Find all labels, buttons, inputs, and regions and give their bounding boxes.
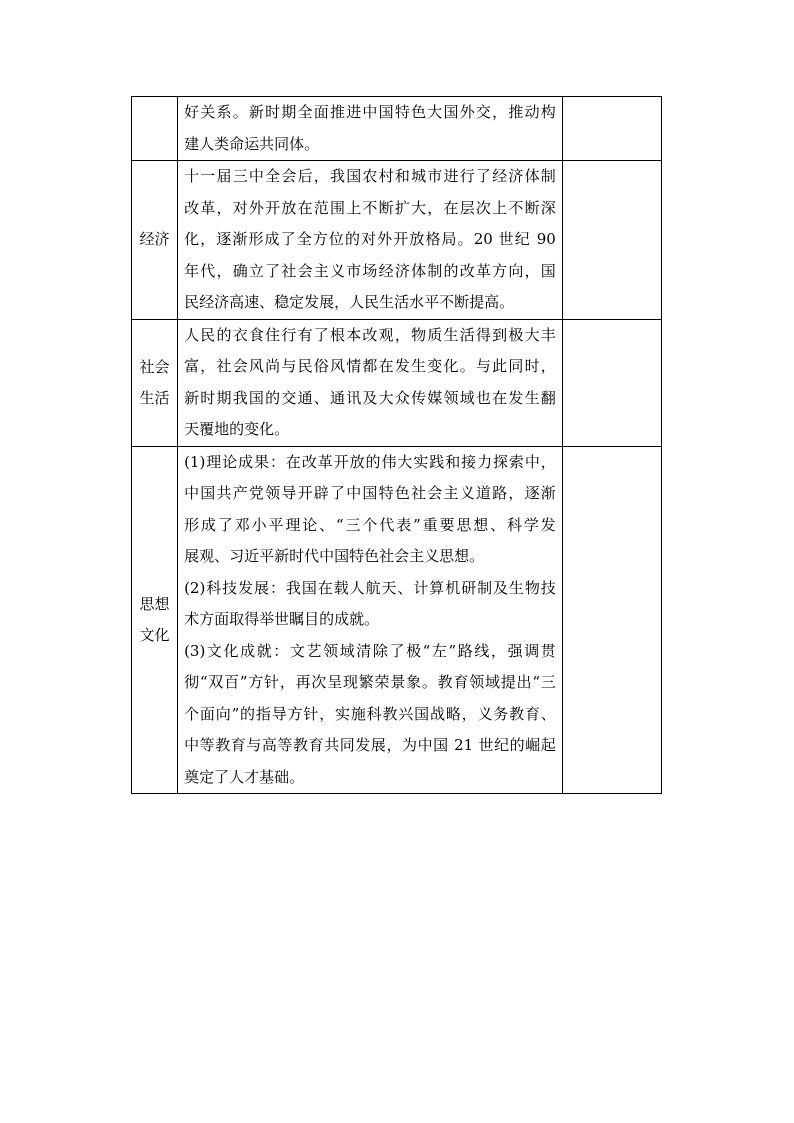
text-line: 年代，确立了社会主义市场经济体制的改革方向，国: [184, 261, 556, 280]
text-line: 术方面取得举世瞩目的成就。: [184, 610, 380, 628]
text-line: 人民的衣食住行有了根本改观，物质生活得到极大丰: [184, 325, 556, 344]
text-line: 化，逐渐形成了全方位的对外开放格局。20 世纪 90: [184, 230, 556, 248]
category-label: 社会 生活: [139, 357, 170, 407]
table-row: [132, 161, 662, 320]
text-line: 改革，对外开放在范围上不断扩大，在层次上不断深: [184, 198, 556, 217]
text-line: 个面向”的指导方针，实施科教兴国战略，义务教育、: [184, 704, 556, 723]
text-line: 奠定了人才基础。: [184, 767, 305, 786]
content-cell: [178, 319, 563, 446]
table-row: [132, 446, 662, 794]
text-line: 形成了邓小平理论、“三个代表”重要思想、科学发: [184, 515, 556, 534]
category-cell: [132, 97, 178, 161]
table-row: [132, 319, 662, 446]
category-label: 经济: [139, 230, 170, 249]
text-line: 新时期我国的交通、通讯及大众传媒领域也在发生翻: [184, 388, 556, 407]
text-line: 十一届三中全会后，我国农村和城市进行了经济体制: [184, 167, 556, 185]
empty-cell: [562, 319, 661, 446]
empty-cell: [562, 446, 661, 794]
category-label: 思想 文化: [139, 594, 170, 644]
text-line: 天覆地的变化。: [184, 420, 290, 438]
text-line: 富，社会风尚与民俗风情都在发生变化。与此同时，: [184, 357, 556, 375]
category-cell: [132, 446, 178, 794]
text-line: (1)理论成果：在改革开放的伟大实践和接力探索中，: [184, 452, 556, 471]
text-line: (3)文化成就：文艺领域清除了极“左”路线，强调贯: [184, 641, 556, 660]
content-table: [131, 96, 662, 794]
table-row: [132, 97, 662, 161]
text-line: 建人类命运共同体。: [184, 134, 320, 153]
empty-cell: [562, 97, 661, 161]
text-line: 展观、习近平新时代中国特色社会主义思想。: [184, 547, 485, 565]
category-cell: [132, 161, 178, 320]
text-line: 中国共产党领导开辟了中国特色社会主义道路，逐渐: [184, 484, 556, 502]
text-line: 彻“双百”方针，再次呈现繁荣景象。教育领域提出“三: [184, 673, 556, 691]
category-cell: [132, 319, 178, 446]
content-cell: [178, 97, 563, 161]
text-line: (2)科技发展：我国在载人航天、计算机研制及生物技: [184, 578, 556, 597]
content-cell: [178, 161, 563, 320]
text-line: 民经济高速、稳定发展，人民生活水平不断提高。: [184, 293, 515, 311]
empty-cell: [562, 161, 661, 320]
text-line: 中等教育与高等教育共同发展，为中国 21 世纪的崛起: [184, 736, 556, 754]
content-cell: [178, 446, 563, 794]
text-line: 好关系。新时期全面推进中国特色大国外交，推动构: [184, 103, 556, 121]
